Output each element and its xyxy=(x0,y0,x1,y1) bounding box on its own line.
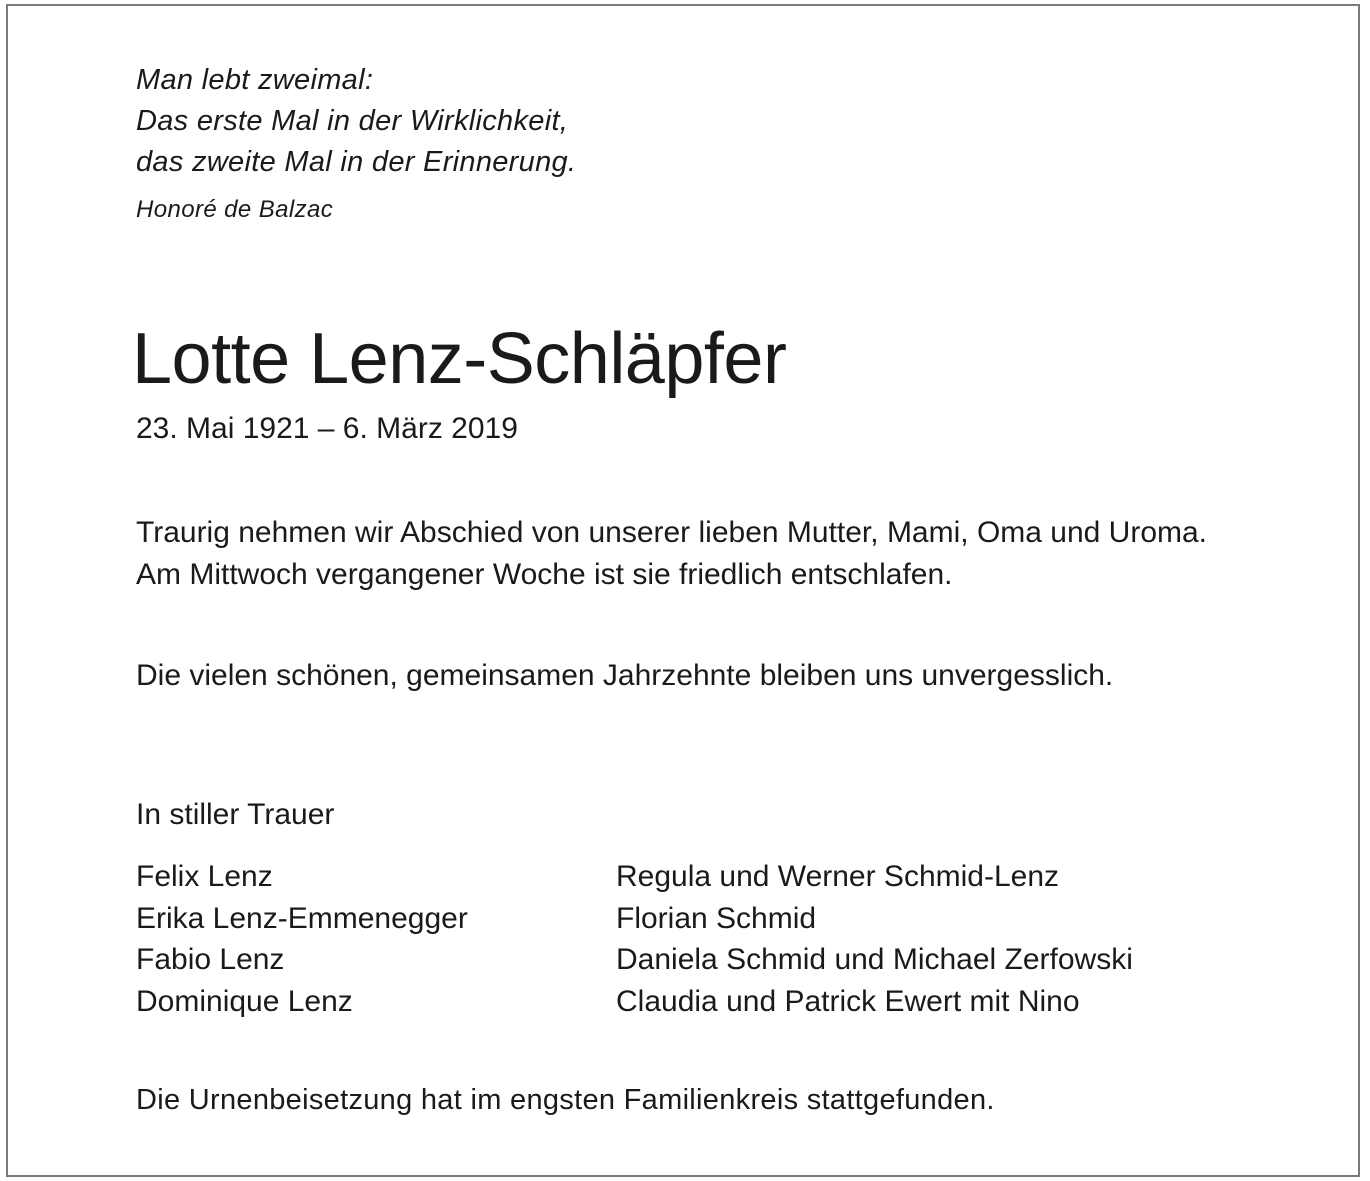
family-member: Felix Lenz xyxy=(136,860,273,893)
farewell-paragraph: Traurig nehmen wir Abschied von unserer lieben Mutter, Mami, Oma und Uroma. Am Mittwoch vergangener Woche ist sie friedlich entschlafen. xyxy=(136,516,1208,591)
life-dates: 23. Mai 1921 – 6. März 2019 xyxy=(136,412,518,445)
family-member: Fabio Lenz xyxy=(136,943,285,976)
family-member: Florian Schmid xyxy=(616,901,817,935)
quote-line: das zweite Mal in der Erinnerung. xyxy=(136,146,577,178)
mourning-label: In stiller Trauer xyxy=(136,798,335,831)
family-list-right xyxy=(616,856,1133,1022)
family-member: Claudia und Patrick Ewert mit Nino xyxy=(616,984,1080,1018)
family-member: Dominique Lenz xyxy=(136,984,353,1018)
family-member: Regula und Werner Schmid-Lenz xyxy=(616,860,1060,893)
memory-paragraph: Die vielen schönen, gemeinsamen Jahrzehnte bleiben uns unvergesslich. xyxy=(136,659,1114,692)
family-list-left xyxy=(136,856,468,1022)
family-member: Daniela Schmid und Michael Zerfowski xyxy=(616,943,1133,976)
quote-author: Honoré de Balzac xyxy=(136,196,334,223)
quote-block xyxy=(136,60,576,183)
deceased-name: Lotte Lenz-Schläpfer xyxy=(132,319,787,399)
family-member: Erika Lenz-Emmenegger xyxy=(136,901,468,935)
quote-line: Das erste Mal in der Wirklichkeit, xyxy=(136,105,569,137)
quote-line: Man lebt zweimal: xyxy=(136,64,374,96)
burial-note: Die Urnenbeisetzung hat im engsten Familienkreis stattgefunden. xyxy=(136,1084,995,1116)
